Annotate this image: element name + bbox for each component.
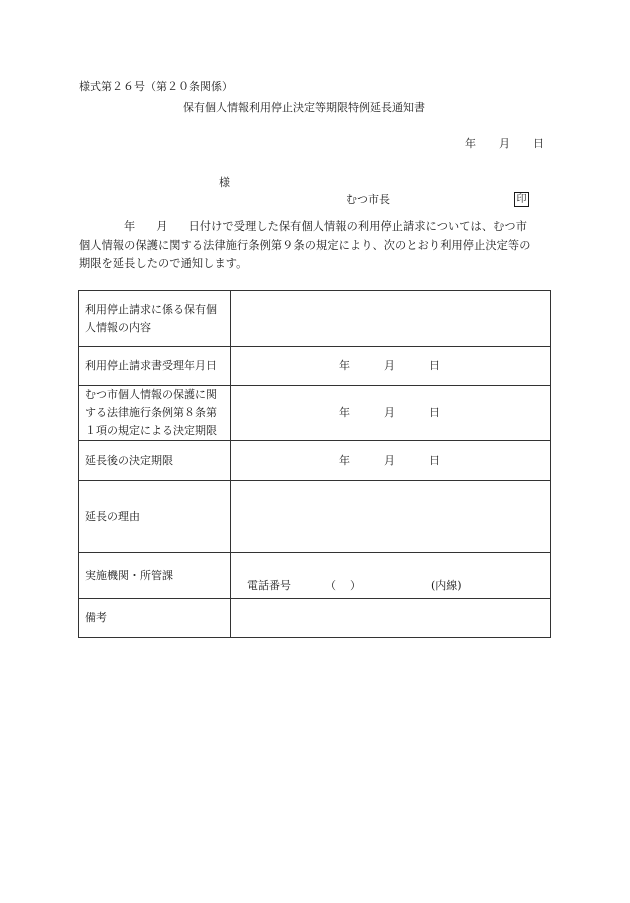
department-field (231, 553, 551, 599)
row-label: 利用停止請求書受理年月日 (79, 347, 231, 386)
row-label: 延長後の決定期限 (79, 441, 231, 481)
day-label: 日 (429, 453, 440, 467)
year-label: 年 (339, 359, 350, 372)
date-month: 月 (499, 137, 510, 150)
date-day: 日 (533, 137, 544, 150)
row-label: むつ市個人情報の保護に関する法律施行条例第８条第１項の規定による決定期限 (79, 386, 231, 441)
row-value (231, 599, 551, 638)
addressee-suffix: 様 (219, 176, 230, 189)
date-field (231, 347, 551, 386)
month-label: 月 (384, 406, 395, 419)
body-start-month: 月 (156, 220, 168, 233)
seal-mark: 印 (514, 192, 529, 207)
date-year: 年 (465, 137, 476, 150)
row-label: 利用停止請求に係る保有個人情報の内容 (79, 291, 231, 347)
date-field (231, 386, 551, 441)
info-table (78, 290, 551, 638)
table-row (79, 291, 551, 347)
row-value (231, 481, 551, 553)
body-start-year: 年 (124, 220, 136, 233)
table-row (79, 599, 551, 638)
notice-body (79, 218, 551, 274)
body-line-3: 期限を延長したので通知します。 (79, 257, 248, 270)
month-label: 月 (384, 359, 395, 372)
phone-paren-open: （ (325, 579, 336, 592)
day-label: 日 (429, 406, 440, 419)
row-value (231, 291, 551, 347)
date-field (231, 441, 551, 481)
issuer-name: むつ市長 (346, 193, 390, 206)
phone-label: 電話番号 (247, 579, 291, 592)
document-title: 保有個人情報利用停止決定等期限特例延長通知書 (183, 101, 425, 114)
form-number: 様式第２６号（第２０条関係） (79, 80, 233, 93)
table-row (79, 441, 551, 481)
month-label: 月 (384, 453, 395, 467)
row-label: 備考 (79, 599, 231, 638)
notice-date (465, 137, 544, 151)
year-label: 年 (339, 453, 350, 467)
body-line-1 (79, 218, 551, 237)
extension-label: (内線) (431, 579, 462, 592)
year-label: 年 (339, 406, 350, 419)
phone-paren-close: ） (350, 579, 361, 592)
day-label: 日 (429, 359, 440, 372)
table-row (79, 553, 551, 599)
row-label: 延長の理由 (79, 481, 231, 553)
table-row (79, 481, 551, 553)
row-label: 実施機関・所管課 (79, 553, 231, 599)
body-line-2: 個人情報の保護に関する法律施行条例第９条の規定により、次のとおり利用停止決定等の (79, 238, 531, 252)
table-row (79, 386, 551, 441)
table-row (79, 347, 551, 386)
body-line-1-text: 日付けで受理した保有個人情報の利用停止請求については、むつ市 (188, 220, 527, 233)
